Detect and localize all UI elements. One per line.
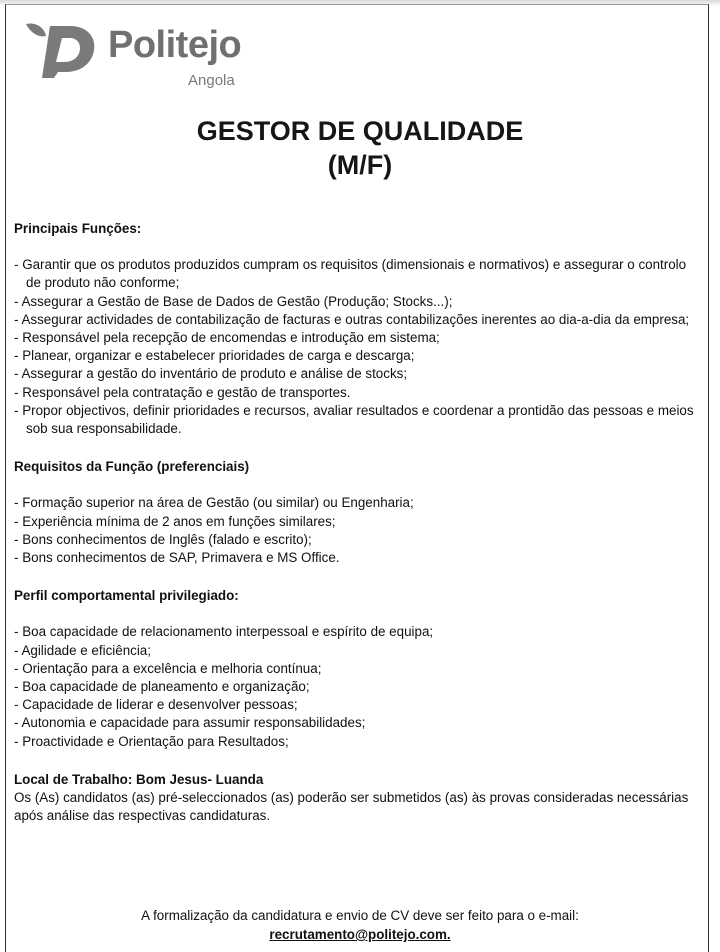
list-item: - Capacidade de liderar e desenvolver pessoas; <box>14 696 704 714</box>
perfil-heading: Perfil comportamental privilegiado: <box>14 588 239 604</box>
list-item: - Responsável pela recepção de encomendas e introdução em sistema; <box>14 329 704 347</box>
list-item: - Garantir que os produtos produzidos cumpram os requisitos (dimensionais e normativos) e assegurar o controlo de produto não conforme; <box>14 256 704 292</box>
job-title <box>0 114 720 182</box>
list-item: - Agilidade e eficiência; <box>14 642 704 660</box>
list-item: - Boa capacidade de relacionamento interpessoal e espírito de equipa; <box>14 623 704 641</box>
requisitos-list <box>14 494 704 567</box>
local-text: Os (As) candidatos (as) pré-seleccionados (as) poderão ser submetidos (as) às provas consideradas necessárias após análise das respectivas candidaturas. <box>14 790 689 824</box>
list-item: - Planear, organizar e estabelecer prioridades de carga e descarga; <box>14 347 704 365</box>
list-item: - Orientação para a excelência e melhoria contínua; <box>14 660 704 678</box>
list-item: - Formação superior na área de Gestão (ou similar) ou Engenharia; <box>14 494 704 512</box>
application-footer <box>0 906 720 944</box>
list-item: - Experiência mínima de 2 anos em funções similares; <box>14 513 704 531</box>
brand-country: Angola <box>188 72 235 89</box>
footer-text: A formalização da candidatura e envio de CV deve ser feito para o e-mail: <box>141 908 579 923</box>
company-logo <box>24 20 264 92</box>
funcoes-list <box>14 256 704 438</box>
brand-name: Politejo <box>108 24 242 66</box>
job-title-line1: GESTOR DE QUALIDADE <box>196 116 524 146</box>
document-body <box>14 220 704 825</box>
list-item: - Bons conhecimentos de Inglês (falado e escrito); <box>14 531 704 549</box>
list-item: - Bons conhecimentos de SAP, Primavera e MS Office. <box>14 549 704 567</box>
funcoes-heading: Principais Funções: <box>14 221 142 236</box>
politejo-logo-icon <box>24 20 104 80</box>
contact-email-link[interactable]: recrutamento@politejo.com. <box>269 927 451 942</box>
local-heading: Local de Trabalho: Bom Jesus- Luanda <box>14 771 264 787</box>
perfil-list <box>14 623 704 750</box>
list-item: - Autonomia e capacidade para assumir responsabilidades; <box>14 714 704 732</box>
list-item: - Assegurar actividades de contabilização de facturas e outras contabilizações inerentes ao dia-a-dia da empresa; <box>14 311 704 329</box>
requisitos-heading: Requisitos da Função (preferenciais) <box>14 459 250 475</box>
list-item: - Responsável pela contratação e gestão de transportes. <box>14 384 704 402</box>
list-item: - Propor objectivos, definir prioridades e recursos, avaliar resultados e coordenar a prontidão das pessoas e meios sob sua responsabilidade. <box>14 402 704 438</box>
list-item: - Assegurar a Gestão de Base de Dados de Gestão (Produção; Stocks...); <box>14 293 704 311</box>
list-item: - Assegurar a gestão do inventário de produto e análise de stocks; <box>14 365 704 383</box>
list-item: - Boa capacidade de planeamento e organização; <box>14 678 704 696</box>
job-title-line2: (M/F) <box>327 150 393 180</box>
list-item: - Proactividade e Orientação para Resultados; <box>14 733 704 751</box>
